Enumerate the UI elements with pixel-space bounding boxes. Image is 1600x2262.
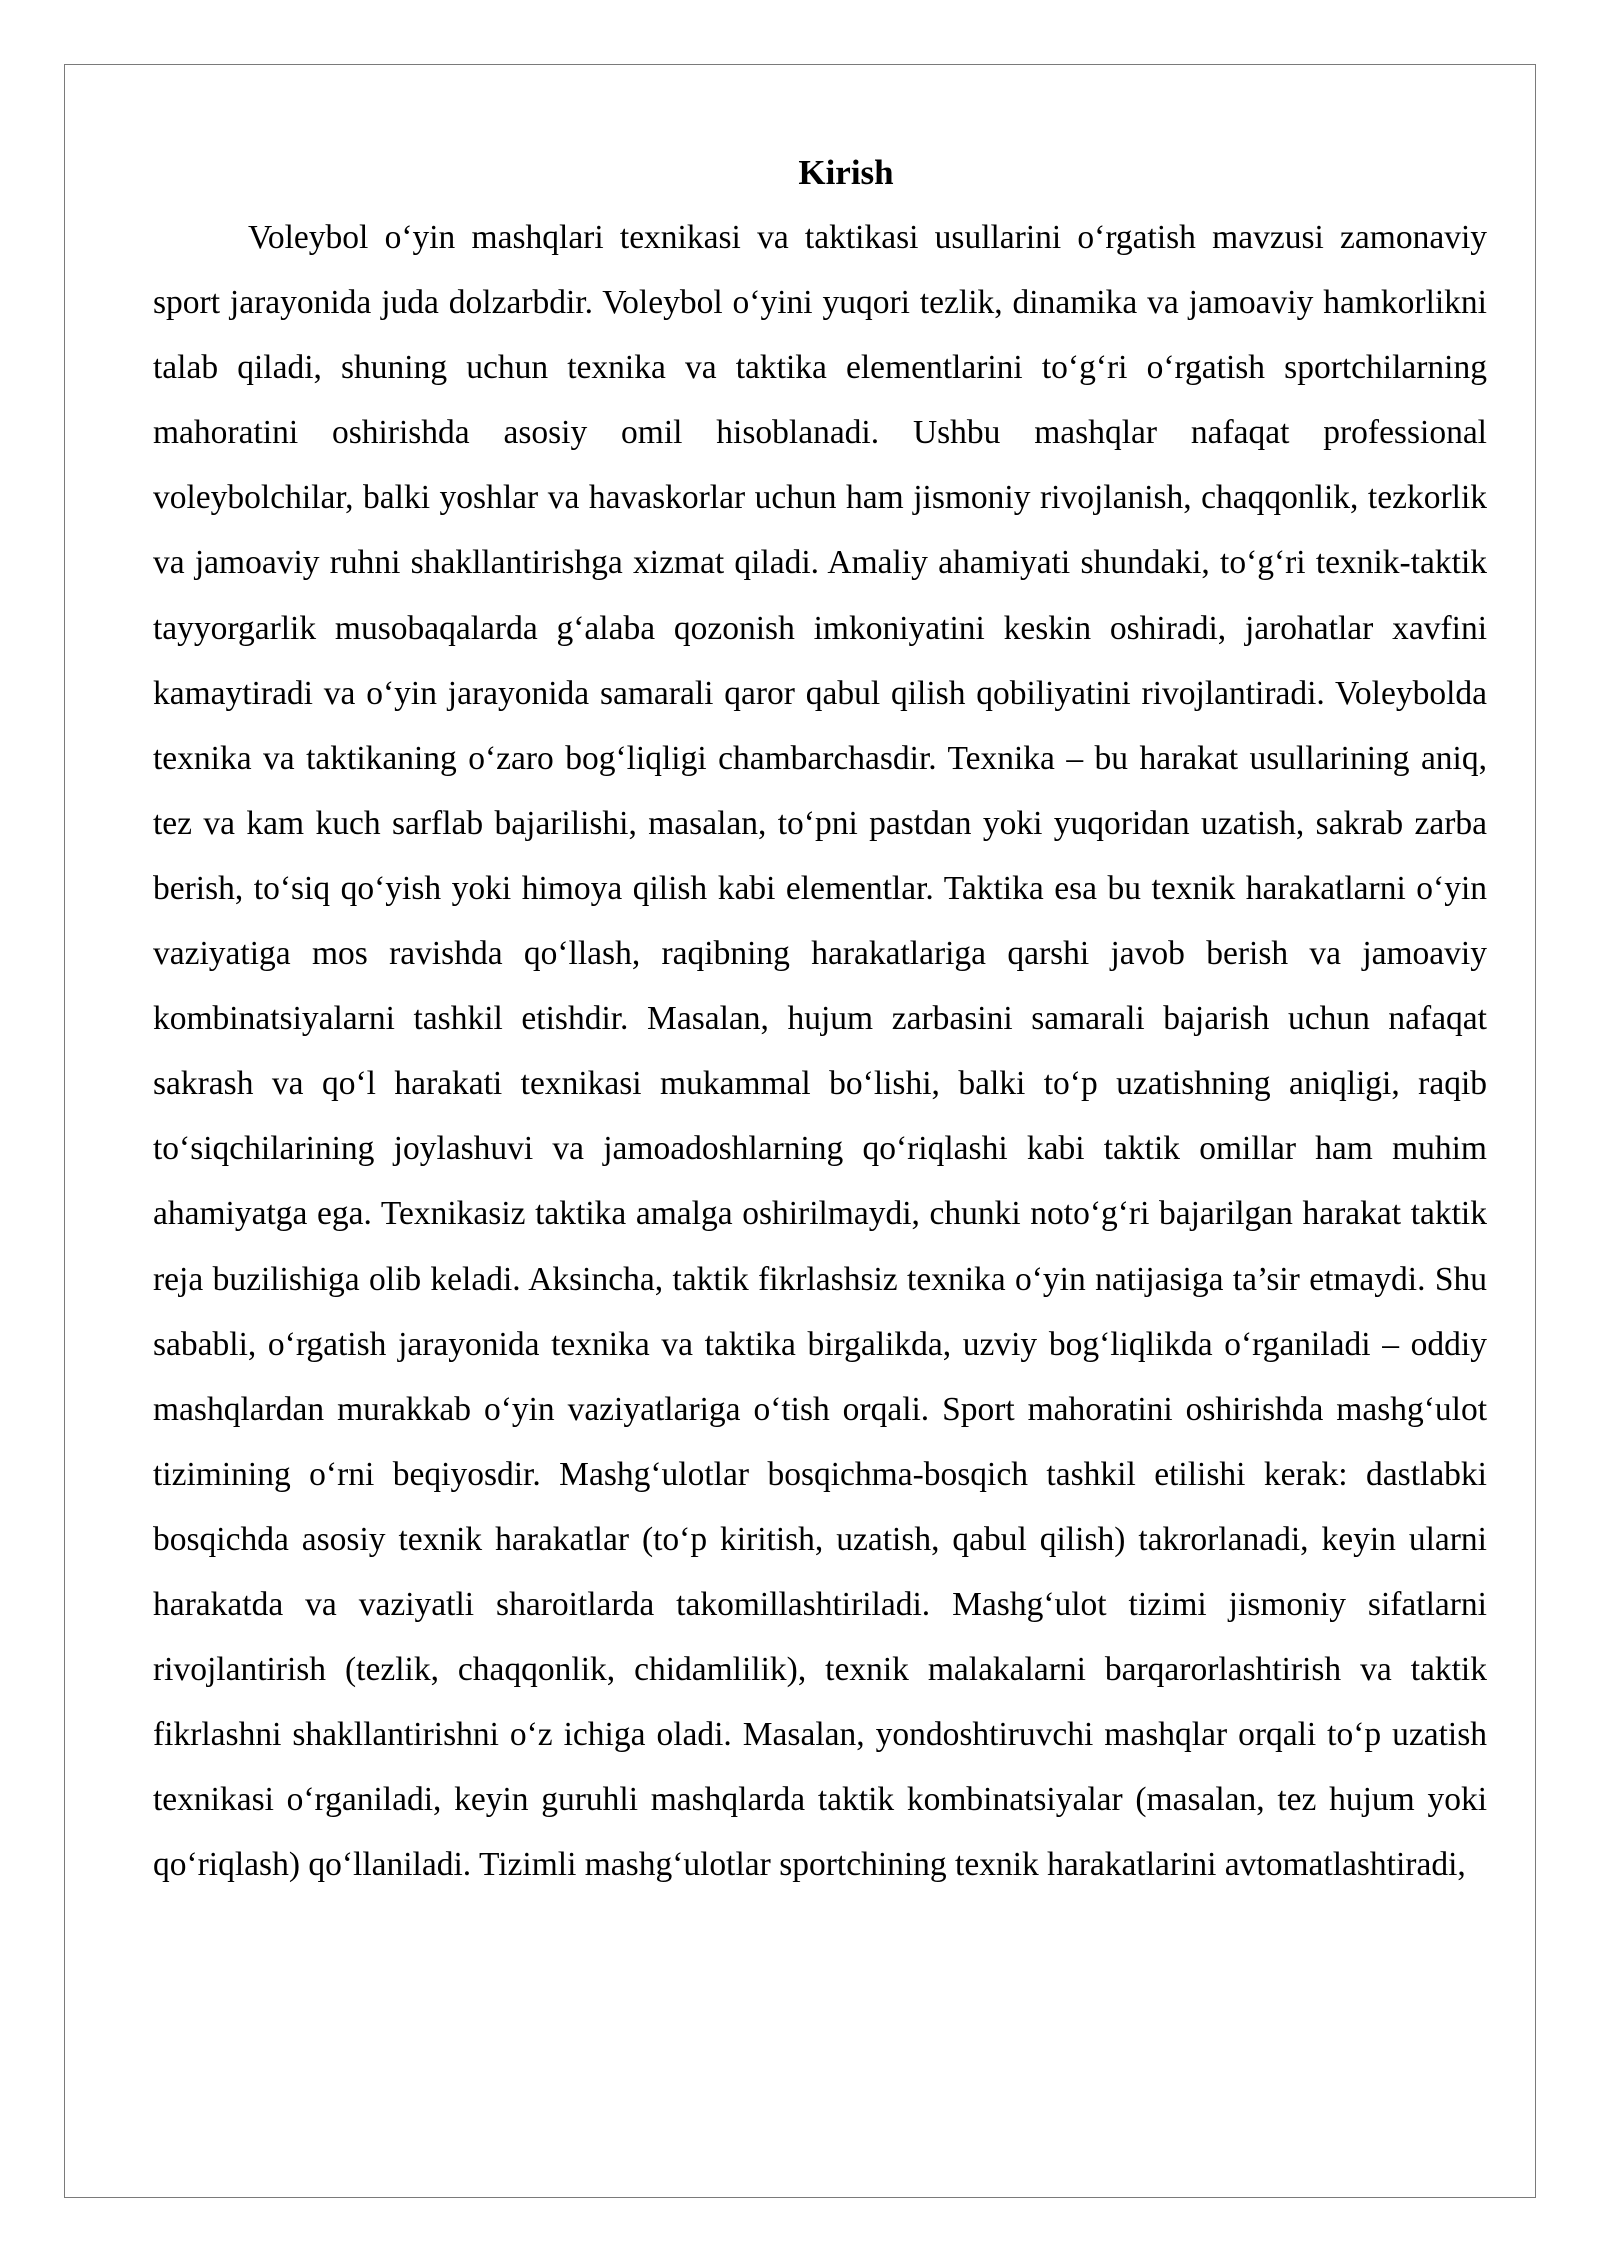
document-body	[153, 140, 1487, 1897]
document-title: Kirish	[798, 153, 894, 192]
body-paragraph: Voleybol o‘yin mashqlari texnikasi va taktikasi usullarini o‘rgatish mavzusi zamonaviy sport jarayonida juda dolzarbdir. Voleybol o‘yini yuqori tezlik, dinamika va jamoaviy hamkorlikni talab qiladi, shuning uchun texnika va taktika elementlarini to‘g‘ri o‘rgatish sportchilarning mahoratini oshirishda asosiy omil hisoblanadi. Ushbu mashqlar nafaqat professional voleybolchilar, balki yoshlar va havaskorlar uchun ham jismoniy rivojlanish, chaqqonlik, tezkorlik va jamoaviy ruhni shakllantirishga xizmat qiladi. Amaliy ahamiyati shundaki, to‘g‘ri texnik-taktik tayyorgarlik musobaqalarda g‘alaba qozonish imkoniyatini keskin oshiradi, jarohatlar xavfini kamaytiradi va o‘yin jarayonida samarali qaror qabul qilish qobiliyatini rivojlantiradi. Voleybolda texnika va taktikaning o‘zaro bog‘liqligi chambarchasdir. Texnika – bu harakat usullarining aniq, tez va kam kuch sarflab bajarilishi, masalan, to‘pni pastdan yoki yuqoridan uzatish, sakrab zarba berish, to‘siq qo‘yish yoki himoya qilish kabi elementlar. Taktika esa bu texnik harakatlarni o‘yin vaziyatiga mos ravishda qo‘llash, raqibning harakatlariga qarshi javob berish va jamoaviy kombinatsiyalarni tashkil etishdir. Masalan, hujum zarbasini samarali bajarish uchun nafaqat sakrash va qo‘l harakati texnikasi mukammal bo‘lishi, balki to‘p uzatishning aniqligi, raqib to‘siqchilarining joylashuvi va jamoadoshlarning qo‘riqlashi kabi taktik omillar ham muhim ahamiyatga ega. Texnikasiz taktika amalga oshirilmaydi, chunki noto‘g‘ri bajarilgan harakat taktik reja buzilishiga olib keladi. Aksincha, taktik fikrlashsiz texnika o‘yin natijasiga ta’sir etmaydi. Shu sababli, o‘rgatish jarayonida texnika va taktika birgalikda, uzviy bog‘liqlikda o‘rganiladi – oddiy mashqlardan murakkab o‘yin vaziyatlariga o‘tish orqali. Sport mahoratini oshirishda mashg‘ulot tizimining o‘rni beqiyosdir. Mashg‘ulotlar bosqichma-bosqich tashkil etilishi kerak: dastlabki bosqichda asosiy texnik harakatlar (to‘p kiritish, uzatish, qabul qilish) takrorlanadi, keyin ularni harakatda va vaziyatli sharoitlarda takomillashtiriladi. Mashg‘ulot tizimi jismoniy sifatlarni rivojlantirish (tezlik, chaqqonlik, chidamlilik), texnik malakalarni barqarorlashtirish va taktik fikrlashni shakllantirishni o‘z ichiga oladi. Masalan, yondoshtiruvchi mashqlar orqali to‘p uzatish texnikasi o‘rganiladi, keyin guruhli mashqlarda taktik kombinatsiyalar (masalan, tez hujum yoki qo‘riqlash) qo‘llaniladi. Tizimli mashg‘ulotlar sportchining texnik harakatlarini avtomatlashtiradi,	[153, 219, 1487, 1884]
